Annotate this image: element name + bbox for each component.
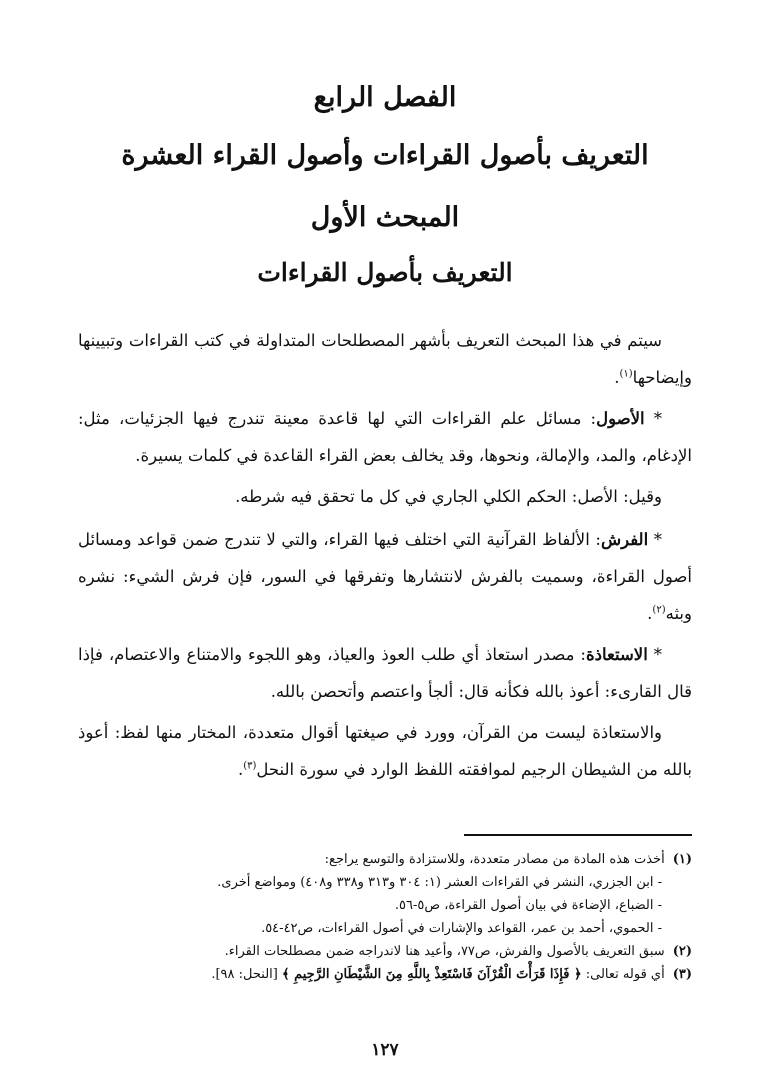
paragraph-intro-text: سيتم في هذا المبحث التعريف بأشهر المصطلحات المتداولة في كتب القراءات وتبيينها وإيضاحها [78,331,692,387]
term-usul: الأصول [596,409,645,428]
verse-citation: [النحل: ٩٨]. [211,967,282,982]
section-heading: المبحث الأول [310,202,460,233]
footnote-1 [78,848,692,871]
footnote-2 [78,940,692,963]
footnote-2-text: سبق التعريف بالأصول والفرش، ص٧٧، وأعيد هنا لاندراجه ضمن مصطلحات القراء. [224,944,665,959]
paragraph-farsh-end: . [647,604,653,623]
chapter-title: التعريف بأصول القراءات وأصول القراء العشرة [121,140,649,171]
footnote-3 [78,963,692,986]
term-isti-adha: الاستعاذة [586,645,648,664]
footnote-1-text: أخذت هذه المادة من مصادر متعددة، وللاستزادة والتوسع يراجع: [324,852,665,867]
page-number: ١٢٧ [371,1040,399,1060]
footnote-1-reference-2: - الضباع، الإضاءة في بيان أصول القراءة، ص٥-٥٦. [394,898,662,913]
paragraph-usul [78,400,692,474]
footnote-separator [464,834,692,836]
footnote-ref-2: (٢) [652,604,666,616]
definition-farsh: : الألفاظ القرآنية التي اختلف فيها القراء، والتي لا تندرج ضمن قواعد ومسائل أصول القراءة، وسميت بالفرش لانتشارها وتفرقها في السور، فإن فرش الشيء: نشره وبثه [78,530,692,623]
definition-isti-adha: : مصدر استعاذ أي طلب العوذ والعياذ، وهو اللجوء والامتناع والاعتصام، فإذا قال القارىء: أعوذ بالله فكأنه قال: ألجأ واعتصم وأتحصن بالله. [78,645,692,701]
footnote-ref-3: (٣) [243,760,257,772]
footnote-1-reference-1: - ابن الجزري، النشر في القراءات العشر (١: ٣٠٤ و٣١٣ و٣٣٨ و٤٠٨) ومواضع أخرى. [217,875,662,890]
paragraph-intro [78,322,692,396]
footnote-3-text: أي قوله تعالى: [581,967,665,982]
chapter-heading: الفصل الرابع [313,82,457,113]
paragraph-isti-adha-form-text: والاستعاذة ليست من القرآن، وورد في صيغتها أقوال متعددة، المختار منها لفظ: أعوذ بالله من الشيطان الرجيم لموافقته اللفظ الوارد في سورة النحل [78,723,692,779]
quran-verse: ﴿ فَإِذَا قَرَأْتَ الْقُرْآنَ فَاسْتَعِذْ بِاللَّهِ مِنَ الشَّيْطَانِ الرَّجِيمِ ﴾ [281,967,582,982]
footnote-ref-1: (١) [619,368,633,380]
paragraph-intro-end: . [614,368,620,387]
footnote-1-reference-3: - الحموي، أحمد بن عمر، القواعد والإشارات في أصول القراءات، ص٤٢-٥٤. [261,921,662,936]
definition-usul: : مسائل علم القراءات التي لها قاعدة معينة تندرج فيها الجزئيات، مثل: الإدغام، والمد، والإمالة، ونحوها، وقد يخالف بعض القراء القاعدة في كلمات يسيرة. [78,409,692,465]
main-text [78,322,692,792]
footnote-3-number: (٣) [672,967,692,982]
bullet-star: * [648,530,663,549]
paragraph-isti-adha-form [78,714,692,788]
paragraph-isti-adha [78,636,692,710]
paragraph-farsh [78,521,692,632]
footnote-1-number: (١) [672,852,692,867]
term-farsh: الفرش [600,530,649,549]
section-subtitle: التعريف بأصول القراءات [257,258,513,287]
bullet-star: * [644,409,662,428]
paragraph-asl: وقيل: الأصل: الحكم الكلي الجاري في كل ما تحقق فيه شرطه. [235,487,662,506]
paragraph-isti-adha-form-end: . [237,760,244,779]
footnote-2-number: (٢) [672,944,692,959]
bullet-star: * [647,645,662,664]
footnotes [78,848,692,986]
